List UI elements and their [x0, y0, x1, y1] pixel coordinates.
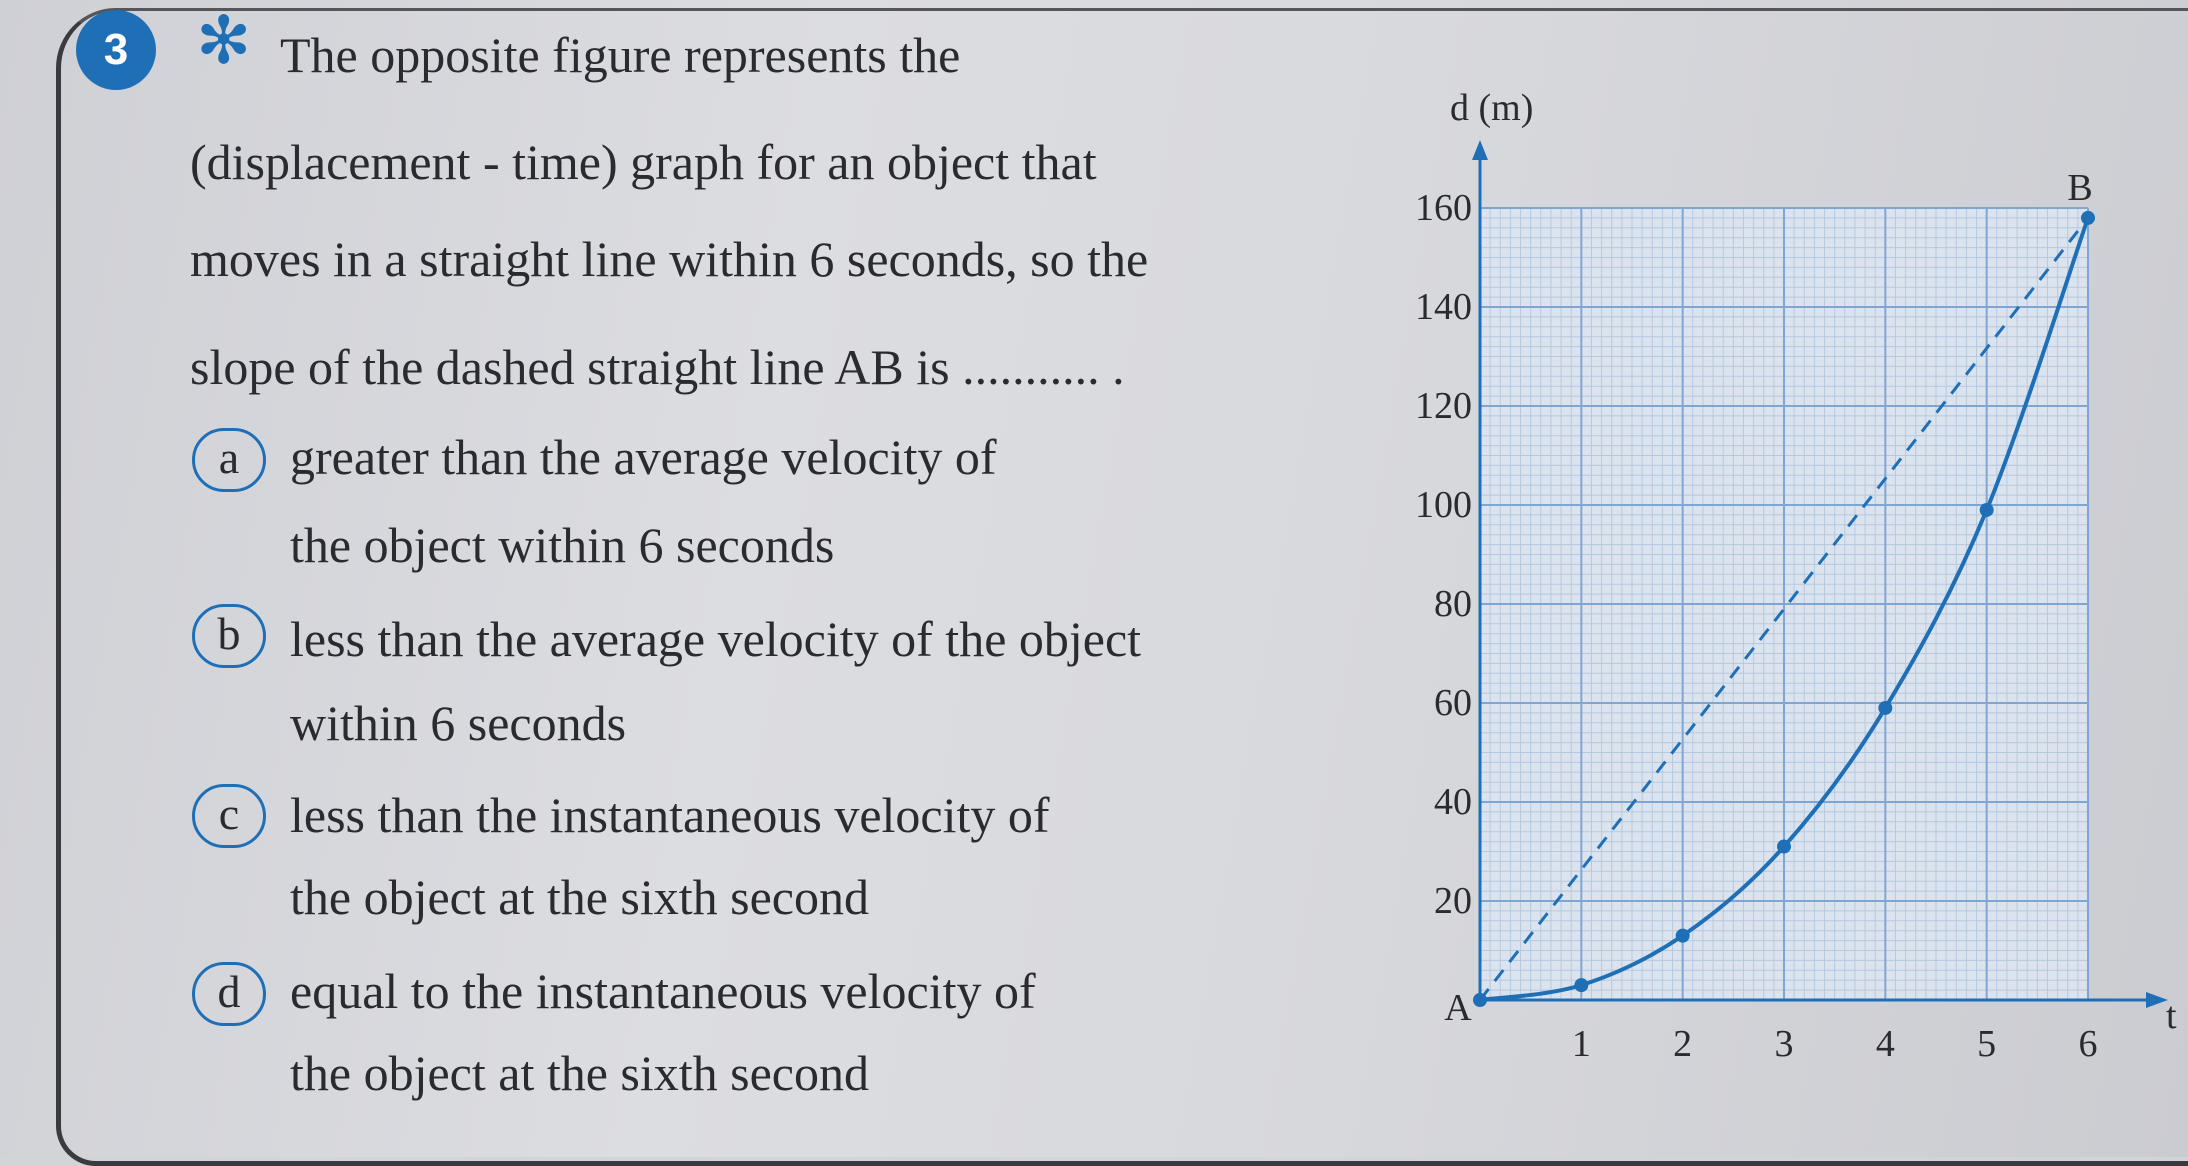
x-tick-label: 2 [1673, 1023, 1693, 1065]
x-tick-label: 5 [1977, 1023, 1997, 1065]
y-axis-label: d (m) [1450, 87, 1534, 129]
x-axis-label: t [2166, 995, 2177, 1037]
stem-line-4: slope of the dashed straight line AB is ........... . [190, 339, 1125, 395]
y-tick-label: 40 [1434, 781, 1472, 823]
stem-line-1: The opposite figure represents the [280, 27, 961, 83]
option-d-text-1[interactable]: equal to the instantaneous velocity of [290, 963, 1036, 1019]
question-number-badge: 3 [76, 10, 156, 90]
option-c-text-2[interactable]: the object at the sixth second [290, 869, 870, 925]
x-axis-arrow [2146, 992, 2168, 1008]
x-tick-label: 6 [2078, 1023, 2098, 1065]
star-icon: ✻ [196, 2, 252, 79]
stem-line-2: (displacement - time) graph for an object that [190, 134, 1097, 190]
option-b-text-1[interactable]: less than the average velocity of the object [290, 611, 1142, 667]
data-point [1574, 978, 1588, 992]
y-tick-label: 100 [1415, 484, 1472, 526]
y-tick-label: 60 [1434, 682, 1472, 724]
y-tick-label: 160 [1415, 187, 1472, 229]
option-b-text-2[interactable]: within 6 seconds [290, 695, 627, 751]
option-c-text-1[interactable]: less than the instantaneous velocity of [290, 787, 1050, 843]
option-d-letter[interactable]: d [192, 962, 266, 1026]
option-a-letter[interactable]: a [192, 428, 266, 492]
y-tick-label: 20 [1434, 880, 1472, 922]
point-label-b: B [2067, 166, 2093, 209]
data-point [1777, 840, 1791, 854]
data-point [2081, 211, 2095, 225]
x-tick-label: 1 [1571, 1023, 1591, 1065]
point-label-a: A [1444, 987, 1472, 1029]
x-tick-label: 3 [1774, 1023, 1794, 1065]
option-a-text-2[interactable]: the object within 6 seconds [290, 517, 835, 573]
option-d-text-2[interactable]: the object at the sixth second [290, 1045, 870, 1101]
data-point [1676, 929, 1690, 943]
y-axis-arrow [1472, 140, 1488, 160]
option-a-text-1[interactable]: greater than the average velocity of [290, 429, 997, 485]
option-c-letter[interactable]: c [192, 784, 266, 848]
data-point [1878, 701, 1892, 715]
data-point [1473, 993, 1487, 1007]
y-tick-label: 120 [1415, 385, 1472, 427]
x-tick-label: 4 [1875, 1023, 1895, 1065]
y-tick-label: 80 [1434, 583, 1472, 625]
option-b-letter[interactable]: b [192, 604, 266, 668]
y-tick-label: 140 [1415, 286, 1472, 328]
stem-line-3: moves in a straight line within 6 seconds, so the [190, 231, 1149, 287]
data-point [1980, 503, 1994, 517]
